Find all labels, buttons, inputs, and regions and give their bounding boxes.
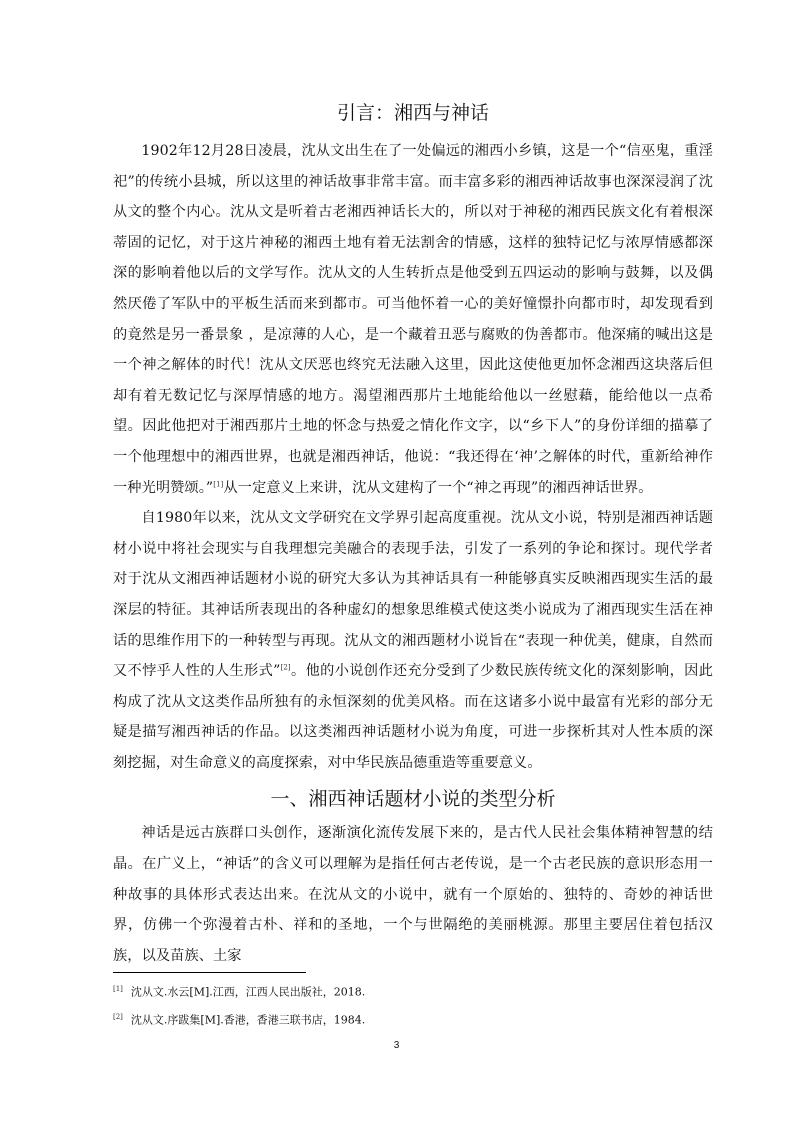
footnote-2 xyxy=(113,1006,713,1032)
footnote-ref-2[interactable]: [2] xyxy=(280,663,291,672)
paragraph-text: 1902年12月28日凌晨，沈从文出生在了一处偏远的湘西小乡镇，这是一个“信巫鬼，重淫祀”的传统小县城，所以这里的神话故事非常丰富。而丰富多彩的湘西神话故事也深深浸润了沈从文的整个内心。沈从文是听着古老湘西神话长大的，所以对于神秘的湘西民族文化有着根深蒂固的记忆，对于这片神秘的湘西土地有着无法割舍的情感，这样的独特记忆与浓厚情感都深深的影响着他以后的文学写作。沈从文的人生转折点是他受到五四运动的影响与鼓舞，以及偶然厌倦了军队中的平板生活而来到都市。可当他怀着一心的美好憧憬扑向都市时，却发现看到的竟然是另一番景象 ，是凉薄的人心，是一个藏着丑恶与腐败的伪善都市。他深痛的喊出这是一个神之解体的时代！沈从文厌恶也终究无法融入这里，因此这使他更加怀念湘西这块落后但却有着无数记忆与深厚情感的地方。渴望湘西那片土地能给他以一丝慰藉，能给他以一点希望。因此他把对于湘西那片土地的怀念与热爱之情化作文字，以“乡下人”的身份详细的描摹了一个他理想中的湘西世界，也就是湘西神话，他说：“我还得在‘神’之解体的时代，重新给神作一种光明赞颂。” xyxy=(113,143,713,496)
paragraph-text: 。他的小说创作还充分受到了少数民族传统文化的深刻影响，因此构成了沈从文这类作品所独有的永恒深刻的优美风格。而在这诸多小说中最富有光彩的部分无疑是描写湘西神话的作品。以这类湘西神话题材小说为角度，可进一步探析其对人性本质的深刻挖掘，对生命意义的高度探索，对中华民族品德重造等重要意义。 xyxy=(113,663,713,771)
footnote-separator xyxy=(113,972,306,973)
footnotes xyxy=(113,978,713,1033)
footnote-text: 沈从文.序跋集[M].香港，香港三联书店，1984. xyxy=(130,1013,366,1027)
paragraph-text: 从一定意义上来讲，沈从文建构了一个“神之再现”的湘西神话世界。 xyxy=(223,479,653,496)
paragraph-intro-2 xyxy=(113,503,713,778)
footnote-text: 沈从文.水云[M].江西，江西人民出版社，2018. xyxy=(130,985,366,999)
page-content xyxy=(113,96,713,971)
section-title-one: 一、湘西神话题材小说的类型分析 xyxy=(270,788,556,811)
footnote-1 xyxy=(113,978,713,1004)
paragraph-intro-1 xyxy=(113,136,713,503)
paragraph-section-one: 神话是远古族群口头创作，逐渐演化流传发展下来的，是古代人民社会集体精神智慧的结晶。在广义上，“神话”的含义可以理解为是指任何古老传说，是一个古老民族的意识形态用一种故事的具体形式表达出来。在沈从文的小说中，就有一个原始的、独特的、奇妙的神话世界，仿佛一个弥漫着古朴、祥和的圣地，一个与世隔绝的美丽桃源。那里主要居住着包括汉族，以及苗族、土家 xyxy=(113,825,713,964)
section-title-intro: 引言：湘西与神话 xyxy=(336,102,489,124)
footnote-mark: [2] xyxy=(113,1012,123,1021)
paragraph-text: 自1980年以来，沈从文文学研究在文学界引起高度重视。沈从文小说，特别是湘西神话题材小说中将社会现实与自我理想完美融合的表现手法，引发了一系列的争论和探讨。现代学者对于沈从文湘西神话题材小说的研究大多认为其神话具有一种能够真实反映湘西现实生活的最深层的特征。其神话所表现出的各种虚幻的想象思维模式使这类小说成为了湘西现实生活在神话的思维作用下的一种转型与再现。沈从文的湘西题材小说旨在“表现一种优美，健康，自然而又不悖乎人性的人生形式” xyxy=(113,510,713,680)
page-number: 3 xyxy=(393,1040,400,1051)
footnote-mark: [1] xyxy=(113,985,123,993)
footnote-ref-1[interactable]: [1] xyxy=(213,479,224,488)
